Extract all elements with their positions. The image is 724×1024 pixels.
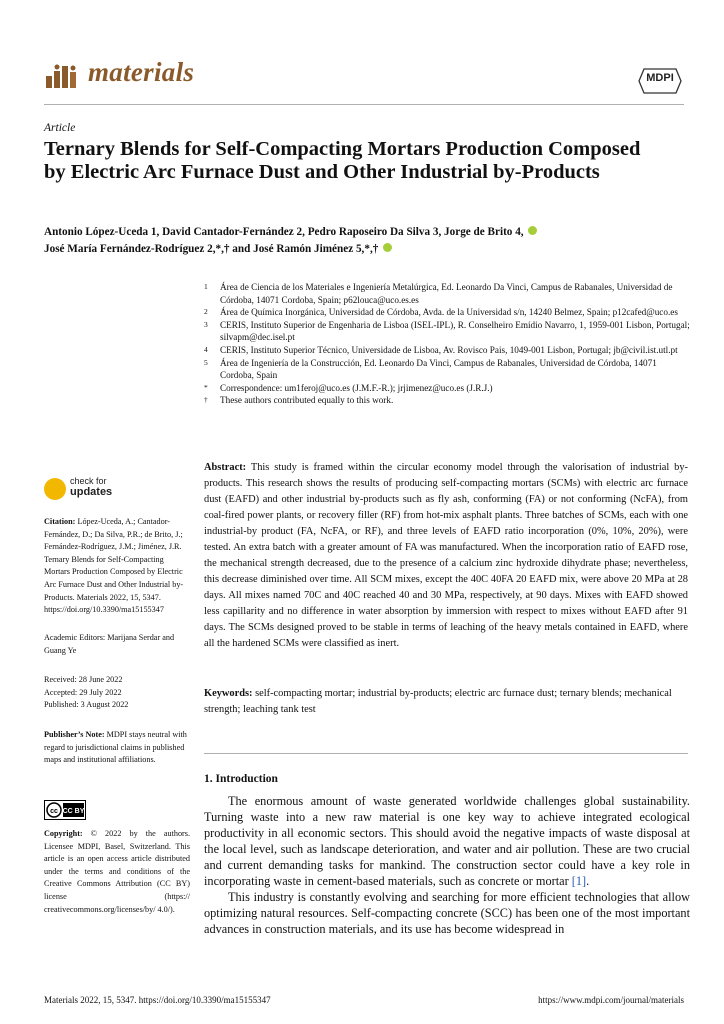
copyright-label: Copyright: (44, 829, 83, 838)
paragraph: This industry is constantly evolving and searching for more efficient technologies that allow optimizing natural resources. Self-compacting concrete (SCC) has been one of the most important advances in construction materials, and its use has become widespread in (204, 890, 690, 936)
paragraph (204, 793, 690, 889)
paragraph-end: . (586, 874, 590, 888)
abstract (204, 460, 688, 652)
accepted-date: Accepted: 29 July 2022 (44, 687, 122, 697)
citation-label: Citation: (44, 517, 76, 526)
affiliation-text: CERIS, Instituto Superior de Engenharia de Lisboa (ISEL-IPL), R. Conselheiro Emídio Navarro, 1, 1959-001 Lisbon, Portugal; silvapm@dec.isel.pt (220, 319, 690, 343)
check-for-updates-button[interactable] (44, 476, 184, 504)
article-title: Ternary Blends for Self-Compacting Mortars Production Composed by Electric Arc Furnace Dust and Other Industrial by-Products (44, 138, 641, 183)
publisher-note-label: Publisher’s Note: (44, 730, 105, 739)
affiliation-mark: 5 (204, 357, 208, 367)
affiliation-text: Correspondence: um1feroj@uco.es (J.M.F.-R.); jrjimenez@uco.es (J.R.J.) (220, 382, 493, 393)
section-heading: 1. Introduction (204, 773, 278, 785)
published-date: Published: 3 August 2022 (44, 700, 129, 710)
affiliations (204, 281, 690, 407)
authors-line-2 (44, 241, 684, 258)
equal-contribution-note (204, 394, 690, 407)
affiliation-text: These authors contributed equally to this work. (220, 395, 394, 406)
check-updates-label (70, 476, 112, 498)
abstract-label: Abstract: (204, 462, 247, 473)
authors-text-1: Antonio López-Uceda 1, David Cantador-Fernández 2, Pedro Raposeiro Da Silva 3, Jorge de Brito 4, (44, 226, 524, 238)
orcid-icon[interactable] (383, 243, 392, 252)
received-date: Received: 28 June 2022 (44, 675, 123, 684)
affiliation-item (204, 319, 690, 344)
authors-line-1 (44, 224, 684, 241)
affiliation-item (204, 357, 690, 382)
correspondence (204, 382, 690, 395)
paragraph-text: The enormous amount of waste generated worldwide challenges global sustainability. Turning waste into a new raw material is one key way to achieve integrated ecological productivity in all economic sectors. This should avoid the negative impacts of waste disposal at the local level, such as landscape deterioration, and water and air pollution. These are two crucial and current demanding tasks for mankind. The construction sector could have a key role in incorporating waste in cement-based materials, such as concrete or mortar (204, 794, 690, 888)
orcid-icon[interactable] (528, 226, 537, 235)
article-type: Article (44, 122, 76, 134)
authors-text-2: José María Fernández-Rodríguez 2,*,† and José Ramón Jiménez 5,*,† (44, 243, 379, 255)
keywords-label: Keywords: (204, 688, 253, 699)
check-updates-line-2: updates (70, 486, 113, 498)
citation-block (44, 516, 190, 617)
affiliation-mark: * (204, 382, 208, 392)
journal-logo-icon (44, 62, 84, 90)
copyright-text: © 2022 by the authors. Licensee MDPI, Basel, Switzerland. This article is an open access article distributed under the terms and conditions of the Creative Commons Attribution (CC BY) license (https:// creativecommons.org/licenses/by/ 4.0/). (44, 829, 190, 914)
cc-by-license-icon[interactable] (44, 800, 86, 820)
affiliation-mark: 4 (204, 344, 208, 354)
reference-link[interactable]: [1] (571, 874, 587, 888)
affiliation-mark: † (204, 395, 208, 405)
affiliation-mark: 2 (204, 307, 208, 317)
publisher-logo (638, 68, 682, 94)
affiliation-text: Área de Ciencia de los Materiales e Ingeniería Metalúrgica, Ed. Leonardo Da Vinci, Campus de Rabanales, Universidad de Córdoba, 14071 Cordoba, Spain; p62louca@uco.es.es (220, 282, 673, 305)
copyright-block (44, 828, 190, 916)
journal-name: materials (88, 57, 195, 87)
affiliation-text: Área de Química Inorgánica, Universidad de Córdoba, Avda. de la Universidad s/n, 14240 Belmez, Spain; p12cafed@uco.es (220, 307, 678, 318)
dates-block (44, 674, 190, 712)
affiliation-mark: 1 (204, 282, 208, 291)
affiliation-text: CERIS, Instituto Superior Técnico, Universidade de Lisboa, Av. Rovisco Pais, 1049-001 Lisbon, Portugal; jb@civil.ist.utl.pt (220, 344, 678, 355)
affiliation-item (204, 344, 690, 357)
publisher-name: MDPI (646, 72, 674, 84)
author-list (44, 224, 684, 258)
publisher-note-text: MDPI stays neutral with regard to jurisdictional claims in published maps and institutional affiliations. (44, 730, 187, 765)
abstract-text: This study is framed within the circular economy model through the valorisation of industrial by-products. This research shows the results of producing self-compacting mortars (SCMs) with electric arc furnace dust (EAFD) and other industrial by-products such as fly ash, conforming (FA) or not conforming (NcFA), from coal-fired power plants, or recovery filler (RF) from hot-mix asphalt plants. Three batches of SCMs, each with one industrial-by product (FA, NcFA, or RF), and three levels of EAFD ratio incorporation (0%, 10%, 20%), were tested. An extra batch with a greater amount of FA was manufactured. When the incorporation ratio of EAFD rose, the mechanical strength decreased, due to the presence of a calcium zinc hydroxide dihydrate phase; nevertheless, this decrease diminished over time. All SCM mixes, except the 40C 40FA 20 EAFD mix, were above 20 MPa at 28 days. All mixes named 70C and 40C reached 40 and 30 MPa, respectively, at 90 days. Mixes with EAFD showed less capillarity and no difference in water absorption by immersion with respect to mixes without EAFD after 91 days. The SCMs designed proved to be stable in terms of leaching of the heavy metals contained in EAFD, where all the hardened SCMs were classified as inert. (204, 462, 688, 649)
journal-header (44, 54, 684, 98)
citation-text: López-Uceda, A.; Cantador-Fernández, D.; Da Silva, P.R.; de Brito, J.; Fernández-Rodríguez, J.M.; Jiménez, J.R. Ternary Blends for Self-Compacting Mortars Production Composed by Electric Arc Furnace Dust and Other Industrial by-Products. Materials 2022, 15, 5347. https://doi.org/10.3390/ma15155347 (44, 517, 184, 615)
svg-text:cc: cc (50, 808, 58, 815)
footer-citation: Materials 2022, 15, 5347. https://doi.org/10.3390/ma15155347 (44, 995, 271, 1005)
footer-journal-url[interactable]: https://www.mdpi.com/journal/materials (538, 995, 684, 1005)
keywords-text: self-compacting mortar; industrial by-products; electric arc furnace dust; ternary blends; mechanical strength; leaching tank test (204, 688, 672, 715)
introduction-body (204, 793, 690, 937)
section-divider (204, 753, 688, 754)
svg-text:CC BY: CC BY (62, 808, 85, 815)
affiliation-mark: 3 (204, 319, 208, 329)
affiliation-item (204, 281, 690, 306)
header-divider (44, 104, 684, 105)
affiliation-item (204, 306, 690, 319)
keywords (204, 686, 688, 718)
affiliation-text: Área de Ingeniería de la Construcción, Ed. Leonardo Da Vinci, Campus de Rabanales, Universidad de Córdoba, 14071 Cordoba, Spain (220, 357, 657, 381)
publisher-note (44, 729, 190, 767)
check-updates-icon (44, 478, 66, 500)
check-updates-line-1: check for (70, 476, 107, 486)
academic-editors: Academic Editors: Marijana Serdar and Guang Ye (44, 633, 175, 655)
